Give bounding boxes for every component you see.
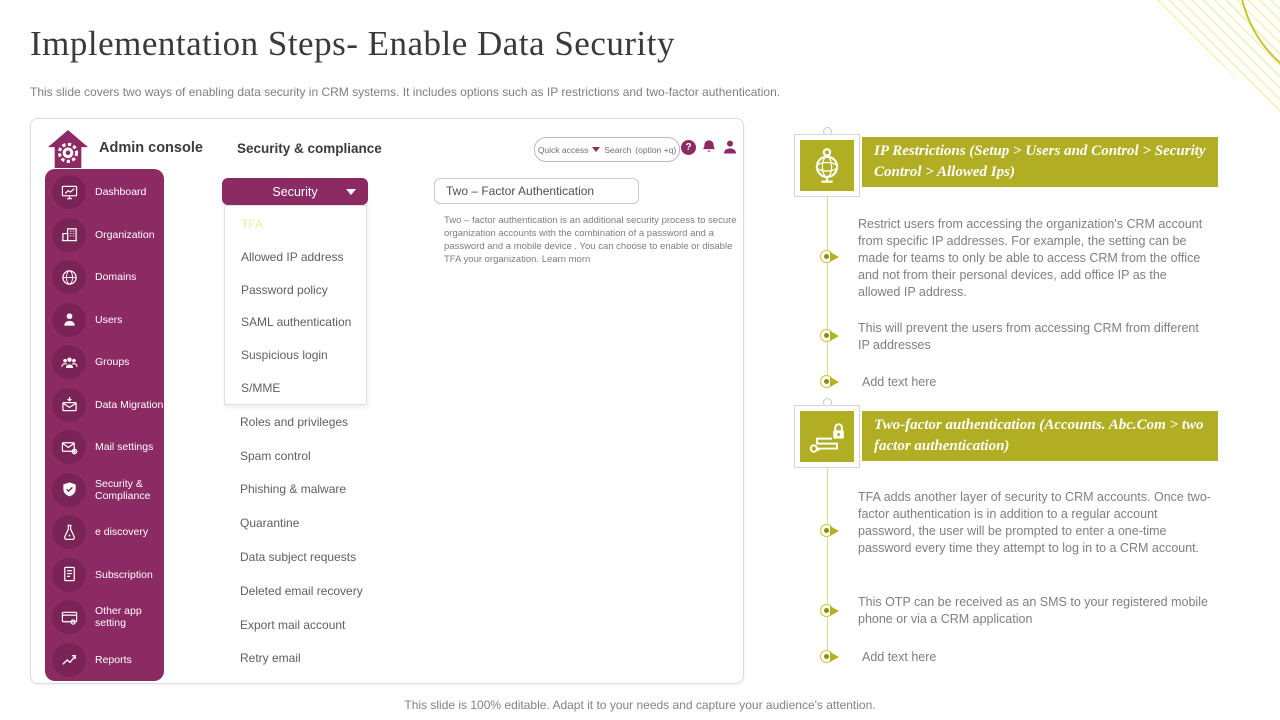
sidebar-item-mail-settings[interactable]	[45, 426, 164, 469]
groups-icon	[52, 345, 86, 379]
sidebar-item-groups[interactable]	[45, 341, 164, 384]
search-shortcut: (option +q)	[635, 144, 677, 155]
sidebar-label: Domains	[95, 271, 137, 284]
globe-www-icon	[52, 260, 86, 294]
app-window-gear-icon	[52, 600, 86, 634]
two-factor-heading: Two-factor authentication (Accounts. Abc.Com > two factor authentication)	[862, 411, 1218, 461]
tfa-description: Two – factor authentication is an additional security process to secure organization accounts with the combination of a password and a password and a mobile device . You can choose to enable or disable TFA your organization. Learn morn	[444, 215, 737, 265]
sidebar-item-security-compliance[interactable]	[45, 469, 164, 512]
sidebar-item-subscription[interactable]	[45, 554, 164, 597]
menu-item-allowed-ip[interactable]: Allowed IP address	[241, 250, 344, 264]
admin-home-gear-icon	[47, 129, 89, 169]
page-title: Implementation Steps- Enable Data Security	[30, 24, 675, 63]
sidebar-label: Dashboard	[95, 186, 147, 199]
sidebar-label: Users	[95, 313, 123, 326]
sidebar-label: Reports	[95, 653, 132, 666]
bullet-item-placeholder: Add text here	[862, 375, 937, 389]
list-item-retry-email[interactable]: Retry email	[240, 651, 301, 666]
bullet-item: Restrict users from accessing the organization's CRM account from specific IP addresses. For example, the setting can be made for teams to only be able to access CRM from the office and not from their personal devices, add office IP as the allowed IP address.	[858, 217, 1203, 299]
bell-icon[interactable]	[701, 139, 717, 155]
trend-arrow-icon	[52, 643, 86, 677]
globe-icon	[800, 140, 854, 191]
bullet-item: This will prevent the users from accessing CRM from different IP addresses	[858, 321, 1199, 352]
list-item-export-mail[interactable]: Export mail account	[240, 617, 346, 632]
secondary-menu-list	[240, 405, 440, 675]
document-icon	[52, 558, 86, 592]
list-item-phishing[interactable]: Phishing & malware	[240, 482, 347, 497]
list-item-roles[interactable]: Roles and privileges	[240, 414, 349, 429]
search-label: Search	[604, 144, 632, 155]
list-item-data-subject[interactable]: Data subject requests	[240, 550, 357, 565]
sidebar-label: Security & Compliance	[95, 477, 151, 502]
security-dropdown-button[interactable]	[222, 178, 368, 205]
bullet-marker-icon	[820, 329, 839, 342]
menu-item-password-policy[interactable]: Password policy	[241, 282, 328, 297]
shield-check-icon	[52, 473, 86, 507]
list-item-quarantine[interactable]: Quarantine	[240, 516, 300, 531]
menu-item-tfa[interactable]: TFA	[241, 217, 264, 232]
bullet-item-placeholder: Add text here	[862, 650, 937, 664]
mail-gear-icon	[52, 430, 86, 464]
sidebar-item-users[interactable]	[45, 299, 164, 342]
section-title: Security & compliance	[237, 141, 382, 156]
user-icon	[52, 303, 86, 337]
menu-item-saml[interactable]: SAML authentication	[241, 315, 352, 330]
sidebar-nav	[45, 169, 164, 681]
bullet-marker-icon	[820, 524, 839, 537]
sidebar-label: Organization	[95, 228, 155, 241]
menu-item-smme[interactable]: S/MME	[241, 380, 281, 395]
sidebar-label: Mail settings	[95, 441, 154, 454]
organization-icon	[52, 218, 86, 252]
sidebar-item-other-app-setting[interactable]	[45, 596, 164, 639]
sidebar-item-domains[interactable]	[45, 256, 164, 299]
lock-key-icon	[800, 411, 854, 462]
sidebar-label: Data Migration	[95, 398, 164, 411]
tfa-title-box: Two – Factor Authentication	[434, 178, 639, 204]
bullet-marker-icon	[820, 375, 839, 388]
sidebar-item-organization[interactable]	[45, 214, 164, 257]
slide-footer-note: This slide is 100% editable. Adapt it to your needs and capture your audience's attention.	[404, 698, 876, 712]
help-icon[interactable]: ?	[681, 140, 696, 155]
sidebar-item-reports[interactable]	[45, 639, 164, 682]
sidebar-item-data-migration[interactable]	[45, 384, 164, 427]
bullet-item: This OTP can be received as an SMS to your registered mobile phone or via a CRM application	[858, 595, 1208, 626]
menu-item-suspicious-login[interactable]: Suspicious login	[241, 348, 328, 363]
bullet-marker-icon	[820, 604, 839, 617]
sidebar-item-e-discovery[interactable]	[45, 511, 164, 554]
admin-console-panel	[30, 118, 744, 684]
quick-access-search[interactable]	[534, 137, 680, 162]
security-dropdown-menu	[224, 205, 367, 405]
envelope-arrow-icon	[52, 388, 86, 422]
bullet-item: TFA adds another layer of security to CRM accounts. Once two-factor authentication is in addition to a regular account password, the user will be prompted to enter a one-time password every time they attempt to log in to a CRM account.	[858, 490, 1211, 555]
chevron-down-icon	[346, 189, 356, 195]
bullet-marker-icon	[820, 250, 839, 263]
two-factor-icon-box	[794, 405, 860, 468]
sidebar-item-dashboard[interactable]	[45, 171, 164, 214]
sidebar-label: e discovery	[95, 526, 149, 539]
flask-icon	[52, 515, 86, 549]
sidebar-label: Other app setting	[95, 605, 142, 630]
ip-restrictions-icon-box	[794, 134, 860, 197]
security-dropdown-label: Security	[272, 184, 318, 199]
app-title: Admin console	[99, 140, 203, 156]
list-item-spam[interactable]: Spam control	[240, 448, 311, 463]
header-icons	[681, 139, 738, 155]
bullet-marker-icon	[820, 650, 839, 663]
sidebar-label: Subscription	[95, 568, 153, 581]
page-subtitle: This slide covers two ways of enabling data security in CRM systems. It includes options such as IP restrictions and two-factor authentication.	[30, 85, 781, 99]
list-item-deleted-email[interactable]: Deleted email recovery	[240, 583, 363, 598]
sidebar-label: Groups	[95, 356, 130, 369]
quick-access-label: Quick access	[537, 144, 589, 155]
chevron-down-icon	[592, 147, 600, 152]
user-icon[interactable]	[722, 139, 738, 155]
ip-restrictions-heading: IP Restrictions (Setup > Users and Control > Security Control > Allowed Ips)	[862, 137, 1218, 187]
dashboard-icon	[52, 175, 86, 209]
